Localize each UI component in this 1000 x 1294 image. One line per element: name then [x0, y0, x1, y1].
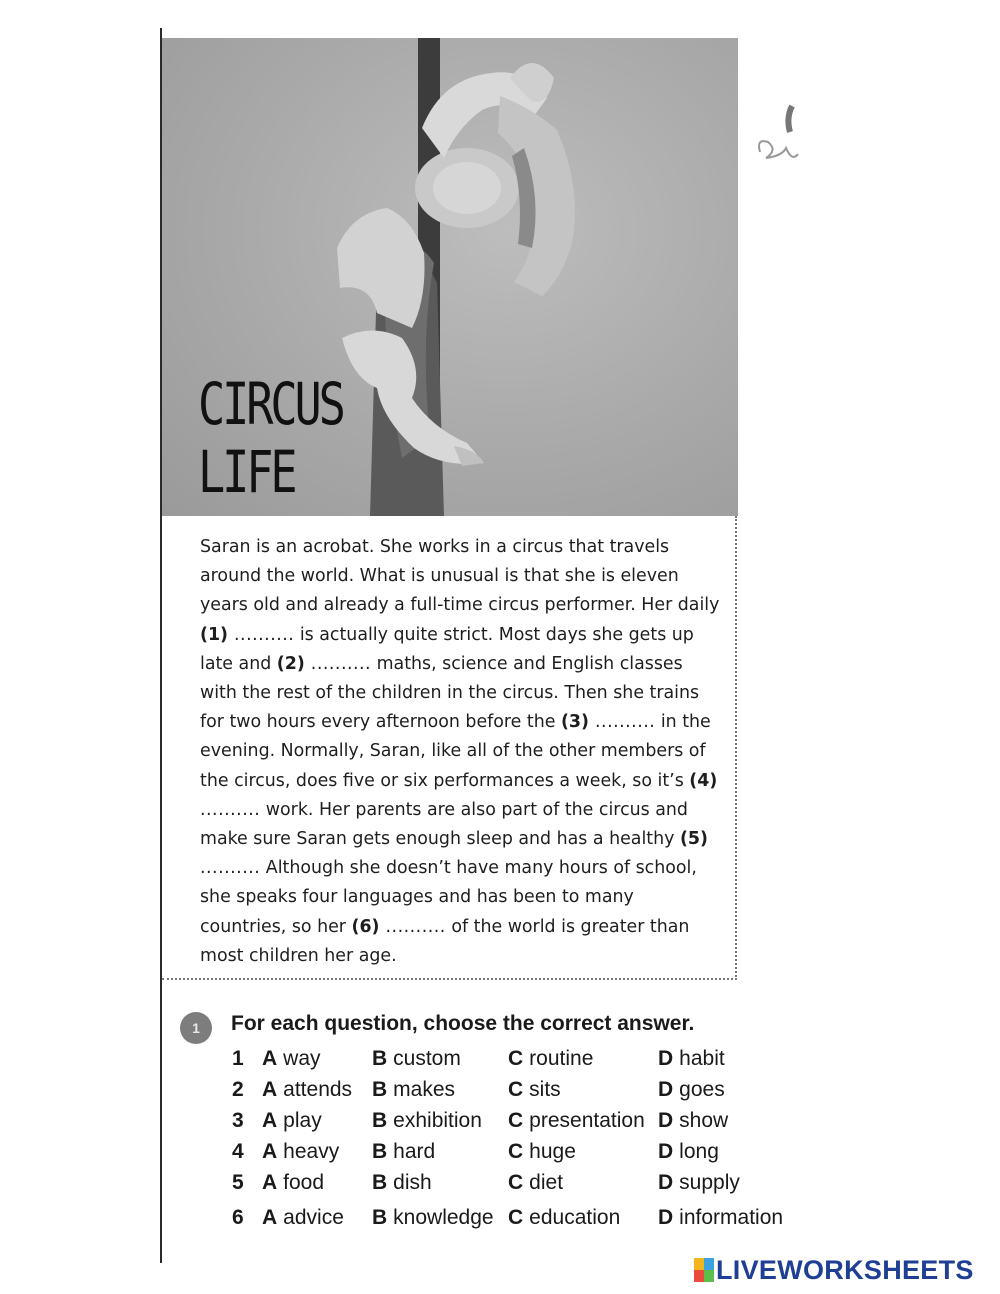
option-3a[interactable]: [262, 1109, 322, 1133]
acrobat-photo: [162, 38, 738, 516]
question-number: 1: [232, 1047, 244, 1070]
option-letter: B: [372, 1206, 388, 1229]
gap-number-6: (6): [351, 916, 380, 937]
option-2a[interactable]: [262, 1078, 352, 1102]
page-title: [198, 370, 343, 506]
option-text: exhibition: [393, 1109, 482, 1132]
option-text: diet: [529, 1171, 564, 1194]
option-2c[interactable]: [508, 1078, 561, 1102]
option-6d[interactable]: [658, 1206, 783, 1230]
gap-blank-1[interactable]: ..........: [228, 624, 295, 645]
option-4d[interactable]: [658, 1140, 719, 1164]
option-text: hard: [393, 1140, 436, 1163]
option-letter: B: [372, 1047, 388, 1070]
option-3b[interactable]: [372, 1109, 482, 1133]
option-letter: B: [372, 1140, 388, 1163]
gap-blank-3[interactable]: ..........: [588, 712, 656, 733]
option-letter: C: [508, 1047, 524, 1070]
option-text: knowledge: [393, 1206, 494, 1229]
option-text: heavy: [283, 1140, 340, 1163]
option-1b[interactable]: [372, 1047, 461, 1071]
option-letter: D: [658, 1047, 674, 1070]
question-number: 3: [232, 1109, 244, 1132]
passage-text: work. Her parents are also part of the circus and make sure Saran gets enough sleep and has a healthy: [200, 799, 688, 850]
passage-text: of the world is greater than most children her age.: [200, 916, 690, 966]
option-text: habit: [679, 1047, 725, 1070]
question-number: 2: [232, 1078, 244, 1101]
exercise-instruction: For each question, choose the correct answer.: [231, 1012, 695, 1035]
option-letter: C: [508, 1078, 524, 1101]
gap-blank-6[interactable]: ..........: [379, 916, 446, 937]
option-text: show: [679, 1109, 729, 1132]
option-text: advice: [283, 1206, 344, 1229]
passage-text: is actually quite strict. Most days she gets up late and: [200, 624, 694, 674]
gap-blank-5[interactable]: ..........: [200, 858, 261, 879]
liveworksheets-logo[interactable]: [694, 1254, 974, 1286]
option-letter: D: [658, 1140, 674, 1163]
option-text: play: [283, 1109, 322, 1132]
option-1c[interactable]: [508, 1047, 593, 1071]
option-1d[interactable]: [658, 1047, 725, 1071]
exercise-number-badge: 1: [180, 1012, 212, 1044]
option-text: education: [529, 1206, 621, 1229]
reading-passage: [200, 533, 720, 971]
option-text: presentation: [529, 1109, 645, 1132]
option-1a[interactable]: [262, 1047, 321, 1071]
option-text: food: [283, 1171, 325, 1194]
option-letter: A: [262, 1206, 278, 1229]
brand-name: LIVEWORKSHEETS: [716, 1254, 974, 1285]
option-2d[interactable]: [658, 1078, 725, 1102]
question-number: 4: [232, 1140, 244, 1163]
gap-number-4: (4): [689, 770, 718, 791]
passage-text: Saran is an acrobat. She works in a circus that travels around the world. What is unusual is that she is eleven years old and already a full-time circus performer. Her daily: [200, 537, 720, 616]
option-letter: D: [658, 1109, 674, 1132]
option-text: information: [679, 1206, 784, 1229]
option-letter: C: [508, 1171, 524, 1194]
option-letter: A: [262, 1140, 278, 1163]
option-5d[interactable]: [658, 1171, 740, 1195]
title-line-2: LIFE: [198, 438, 295, 506]
option-text: routine: [529, 1047, 594, 1070]
gap-number-2: (2): [276, 653, 305, 674]
option-text: custom: [393, 1047, 461, 1070]
option-letter: D: [658, 1171, 674, 1194]
option-5c[interactable]: [508, 1171, 563, 1195]
option-6c[interactable]: [508, 1206, 620, 1230]
option-5b[interactable]: [372, 1171, 432, 1195]
option-text: dish: [393, 1171, 432, 1194]
option-6a[interactable]: [262, 1206, 344, 1230]
option-2b[interactable]: [372, 1078, 455, 1102]
option-text: makes: [393, 1078, 456, 1101]
option-letter: C: [508, 1140, 524, 1163]
option-letter: C: [508, 1109, 524, 1132]
option-letter: A: [262, 1109, 278, 1132]
option-4a[interactable]: [262, 1140, 339, 1164]
option-letter: A: [262, 1171, 278, 1194]
gap-number-1: (1): [200, 624, 228, 645]
option-6b[interactable]: [372, 1206, 494, 1230]
option-text: long: [679, 1140, 719, 1163]
decorative-flourish-icon: [752, 100, 800, 180]
option-letter: A: [262, 1078, 278, 1101]
title-line-1: CIRCUS: [198, 370, 343, 438]
liveworksheets-logo-icon: [694, 1258, 714, 1282]
passage-text: in the evening. Normally, Saran, like all of the other members of the circus, does five or six performances a week, so it’s: [200, 712, 711, 791]
passage-text: Although she doesn’t have many hours of school, she speaks four languages and has been to many countries, so her: [200, 858, 697, 937]
question-number: 5: [232, 1171, 244, 1194]
option-text: sits: [529, 1078, 561, 1101]
option-4b[interactable]: [372, 1140, 435, 1164]
option-5a[interactable]: [262, 1171, 324, 1195]
option-letter: C: [508, 1206, 524, 1229]
option-4c[interactable]: [508, 1140, 576, 1164]
gap-number-3: (3): [560, 712, 589, 733]
gap-number-5: (5): [679, 829, 708, 850]
option-text: huge: [529, 1140, 576, 1163]
option-text: attends: [283, 1078, 353, 1101]
option-3d[interactable]: [658, 1109, 728, 1133]
option-letter: B: [372, 1171, 388, 1194]
option-letter: B: [372, 1109, 388, 1132]
passage-text: maths, science and English classes with the rest of the children in the circus. Then she trains for two hours every afternoon before the: [200, 653, 700, 733]
option-text: goes: [679, 1078, 725, 1101]
question-number: 6: [232, 1206, 244, 1229]
option-letter: A: [262, 1047, 278, 1070]
gap-blank-4[interactable]: ..........: [200, 799, 261, 820]
gap-blank-2[interactable]: ..........: [304, 653, 372, 674]
option-letter: B: [372, 1078, 388, 1101]
option-text: supply: [679, 1171, 740, 1194]
option-letter: D: [658, 1078, 674, 1101]
option-letter: D: [658, 1206, 674, 1229]
option-text: way: [283, 1047, 321, 1070]
option-3c[interactable]: [508, 1109, 645, 1133]
